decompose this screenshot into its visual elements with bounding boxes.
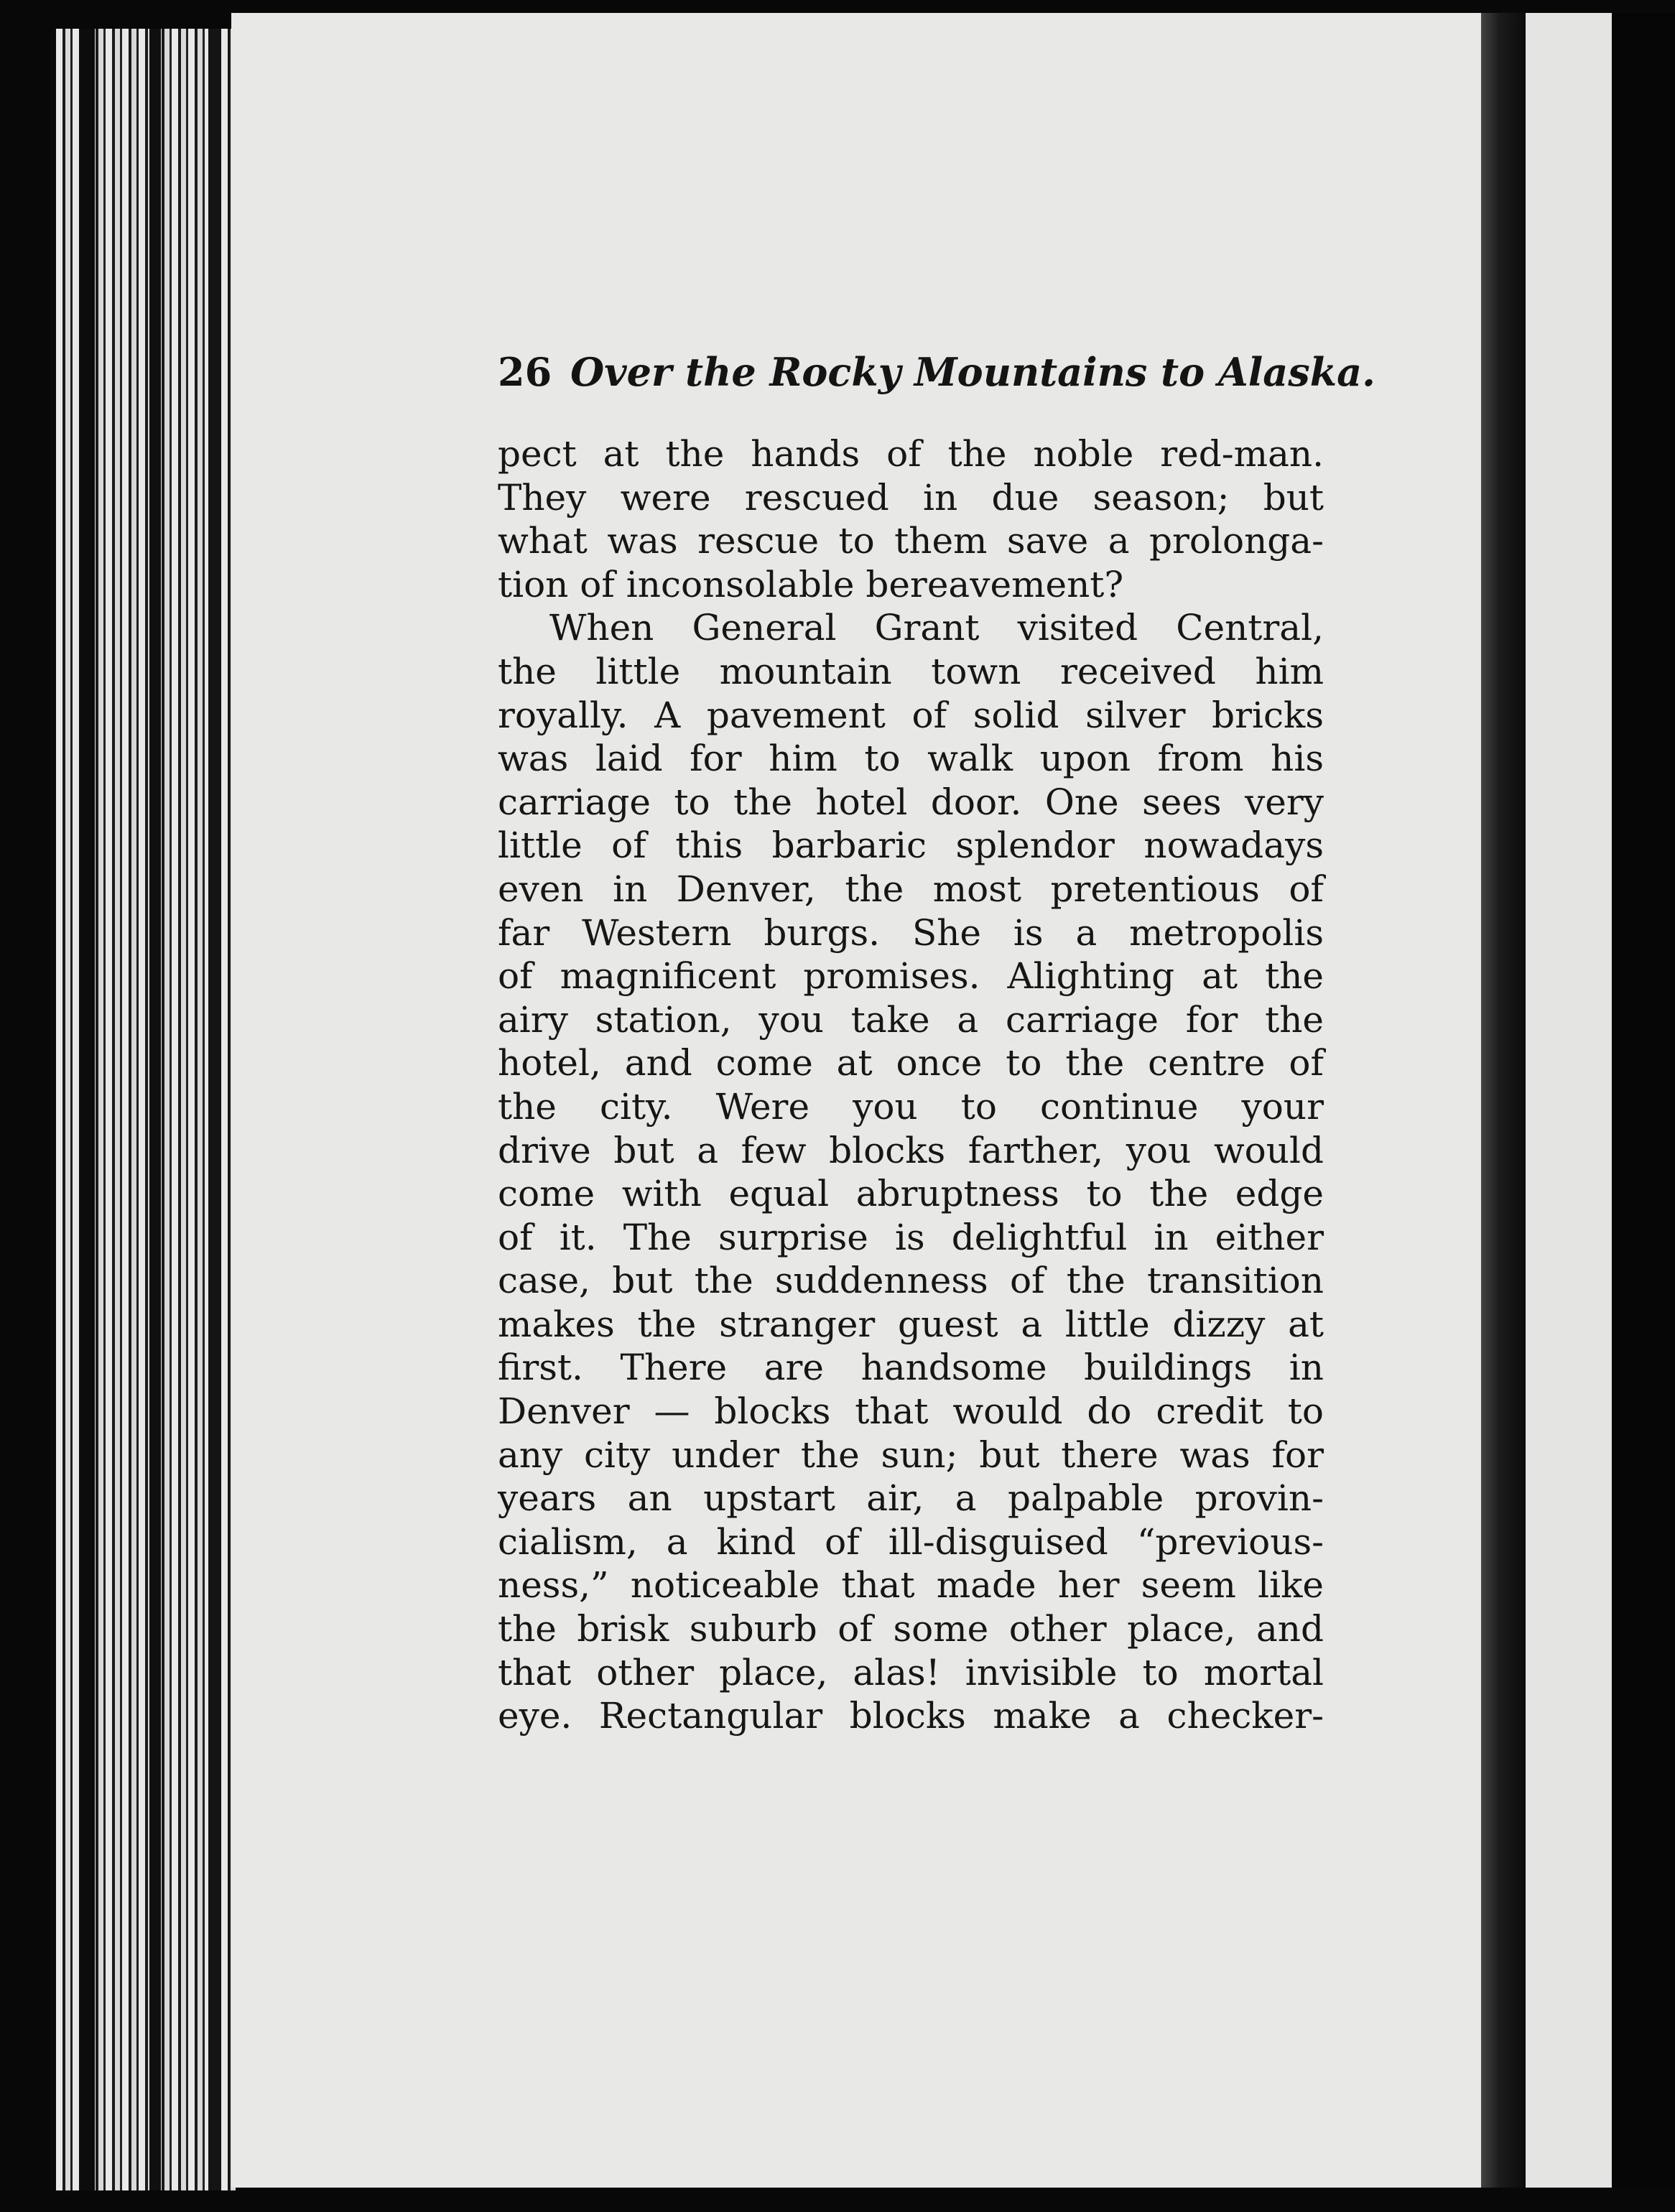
text-line: airy station, you take a carriage for the xyxy=(498,998,1324,1041)
text-line: of magnificent promises. Alighting at the xyxy=(498,955,1324,998)
text-line: that other place, alas! invisible to mortal xyxy=(498,1651,1324,1693)
text-line: what was rescue to them save a prolonga- xyxy=(498,520,1324,562)
text-line: even in Denver, the most pretentious of xyxy=(498,868,1324,910)
text-line: carriage to the hotel door. One sees very xyxy=(498,781,1324,823)
text-line: tion of inconsolable bereavement? xyxy=(498,563,1124,605)
text-line: ness,” noticeable that made her seem like xyxy=(498,1564,1324,1607)
body-text xyxy=(498,432,1324,1738)
running-header xyxy=(498,343,1375,401)
text-line: far Western burgs. She is a metropolis xyxy=(498,911,1324,954)
adjacent-page-edge xyxy=(1526,13,1612,2188)
text-line: eye. Rectangular blocks make a checker- xyxy=(498,1695,1324,1737)
text-line: little of this barbaric splendor nowadays xyxy=(498,824,1324,867)
text-line: cialism, a kind of ill-disguised “previous- xyxy=(498,1520,1324,1563)
text-line: years an upstart air, a palpable provin- xyxy=(498,1477,1324,1520)
text-line: the brisk suburb of some other place, and xyxy=(498,1608,1324,1650)
text-line: case, but the suddenness of the transition xyxy=(498,1260,1324,1302)
text-line: come with equal abruptness to the edge xyxy=(498,1173,1324,1215)
text-line: Denver — blocks that would do credit to xyxy=(498,1390,1324,1433)
text-line: drive but a few blocks farther, you would xyxy=(498,1129,1324,1171)
page-number: 26 xyxy=(498,349,552,395)
text-line: the little mountain town received him xyxy=(498,650,1324,692)
text-line: first. There are handsome buildings in xyxy=(498,1347,1324,1389)
text-line: makes the stranger guest a little dizzy at xyxy=(498,1303,1324,1345)
text-line: When General Grant visited Central, xyxy=(549,607,1324,649)
text-line: hotel, and come at once to the centre of xyxy=(498,1042,1324,1084)
text-line: pect at the hands of the noble red-man. xyxy=(498,433,1324,475)
text-line: was laid for him to walk upon from his xyxy=(498,738,1324,780)
text-line: any city under the sun; but there was for xyxy=(498,1433,1324,1476)
text-line: royally. A pavement of solid silver bricks xyxy=(498,694,1324,736)
text-line: They were rescued in due season; but xyxy=(498,476,1324,519)
page-fore-edge xyxy=(1481,13,1526,2188)
scan-border xyxy=(1612,13,1675,2188)
running-title: Over the Rocky Mountains to Alaska. xyxy=(570,349,1375,395)
text-line: the city. Were you to continue your xyxy=(498,1085,1324,1128)
text-line: of it. The surprise is delightful in either xyxy=(498,1216,1324,1258)
binding-shadow xyxy=(79,29,95,2190)
binding-shadow xyxy=(149,29,161,2190)
binding-shadow xyxy=(208,29,221,2190)
